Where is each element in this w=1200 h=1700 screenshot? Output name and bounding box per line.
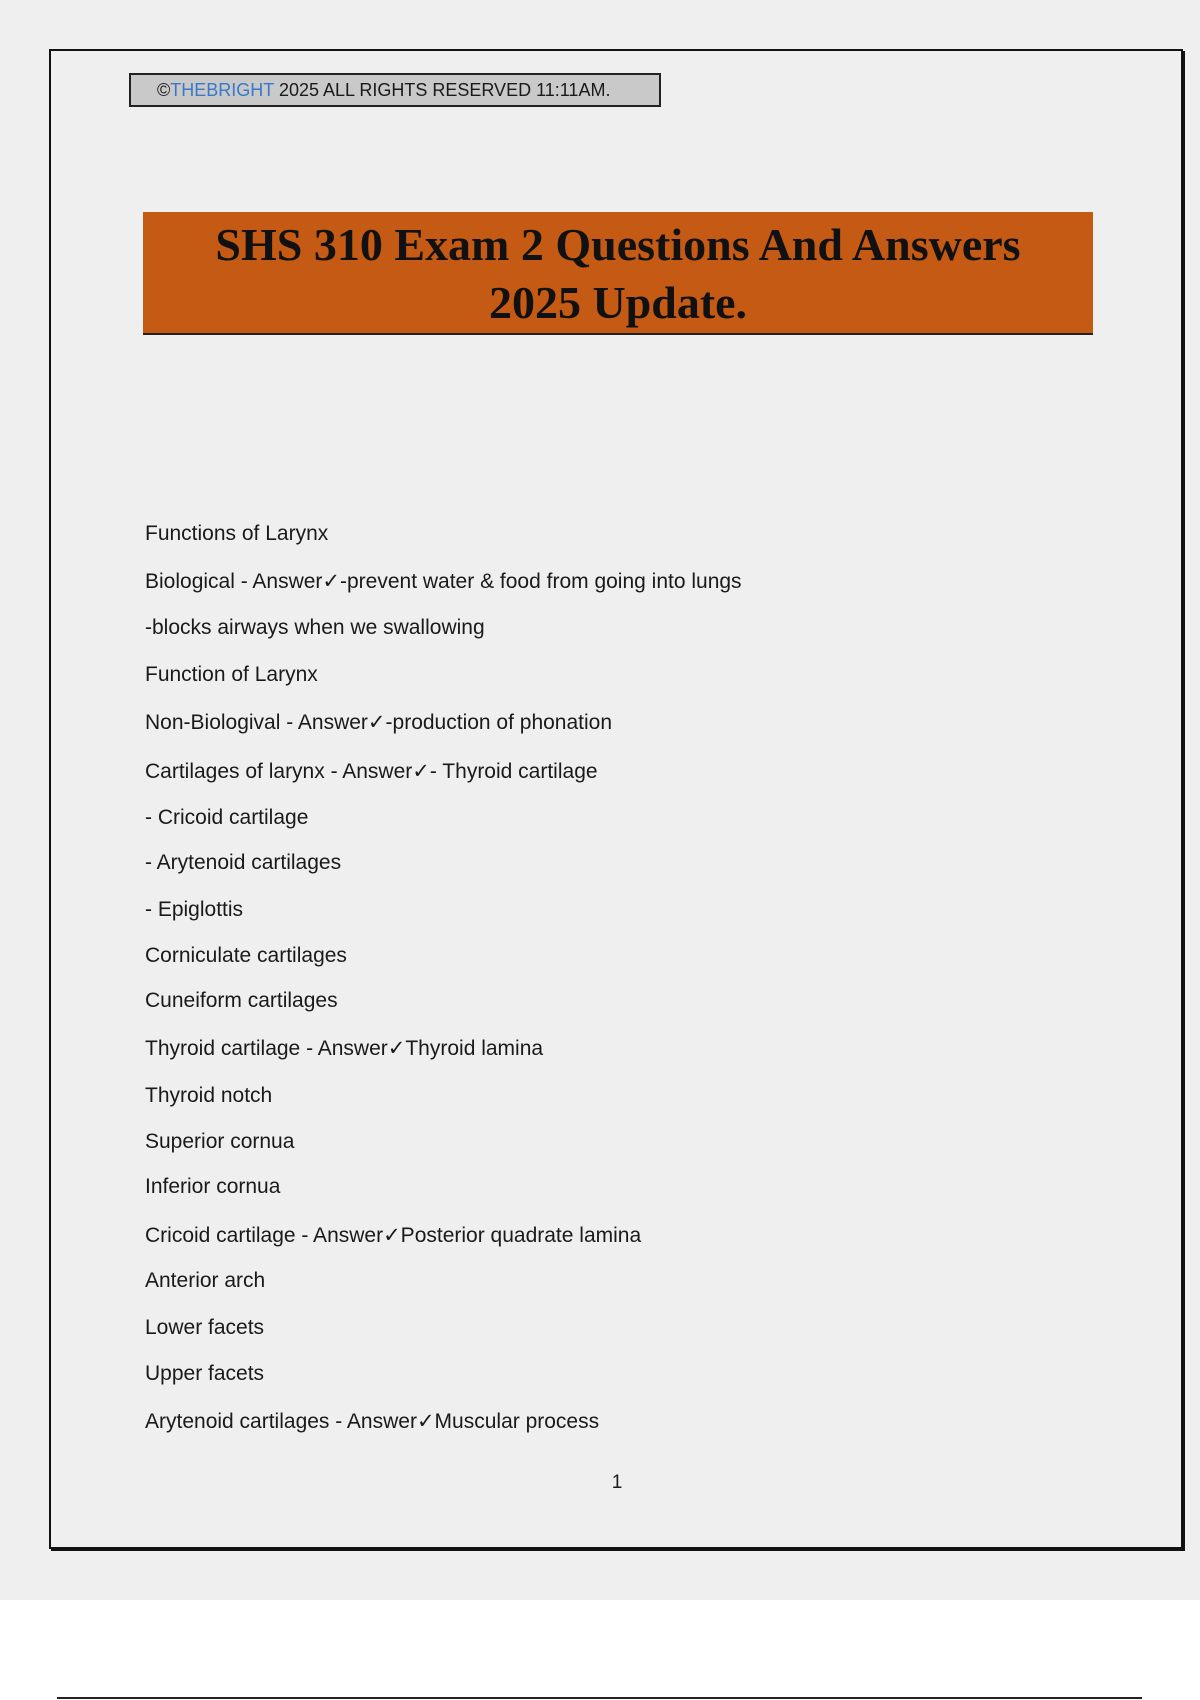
page-number: 1 <box>611 1472 623 1493</box>
next-page-divider <box>57 1697 1142 1699</box>
copyright-brand: THEBRIGHT <box>170 80 274 100</box>
list-item: Upper facets <box>145 1362 265 1385</box>
document-title-line-1: SHS 310 Exam 2 Questions And Answers <box>215 219 1021 270</box>
list-item: Arytenoid cartilages - Answer✓Muscular process <box>145 1410 600 1433</box>
list-item: Cartilages of larynx - Answer✓- Thyroid cartilage <box>145 760 598 783</box>
list-item: Inferior cornua <box>145 1175 281 1198</box>
copyright-symbol: © <box>157 80 171 100</box>
list-item: Biological - Answer✓-prevent water & food from going into lungs <box>145 570 742 593</box>
list-item: - Cricoid cartilage <box>145 806 309 829</box>
list-item: - Epiglottis <box>145 898 244 921</box>
list-item: - Arytenoid cartilages <box>145 851 342 874</box>
list-item: Cricoid cartilage - Answer✓Posterior quadrate lamina <box>145 1224 642 1247</box>
copyright-notice <box>129 73 661 107</box>
list-item: Function of Larynx <box>145 663 318 686</box>
list-item: Thyroid cartilage - Answer✓Thyroid lamina <box>145 1037 544 1060</box>
copyright-text: 2025 ALL RIGHTS RESERVED 11:11AM. <box>273 80 611 100</box>
list-item: Anterior arch <box>145 1269 266 1292</box>
list-item: Superior cornua <box>145 1130 295 1153</box>
list-item: Non-Biologival - Answer✓-production of phonation <box>145 711 613 734</box>
list-item: Cuneiform cartilages <box>145 989 338 1012</box>
list-item: Corniculate cartilages <box>145 944 347 967</box>
list-item: Thyroid notch <box>145 1084 273 1107</box>
document-title-line-2: 2025 Update. <box>488 277 748 328</box>
list-item: Lower facets <box>145 1316 265 1339</box>
document-title-banner <box>143 212 1093 335</box>
list-item: -blocks airways when we swallowing <box>145 616 485 639</box>
list-item: Functions of Larynx <box>145 522 329 545</box>
